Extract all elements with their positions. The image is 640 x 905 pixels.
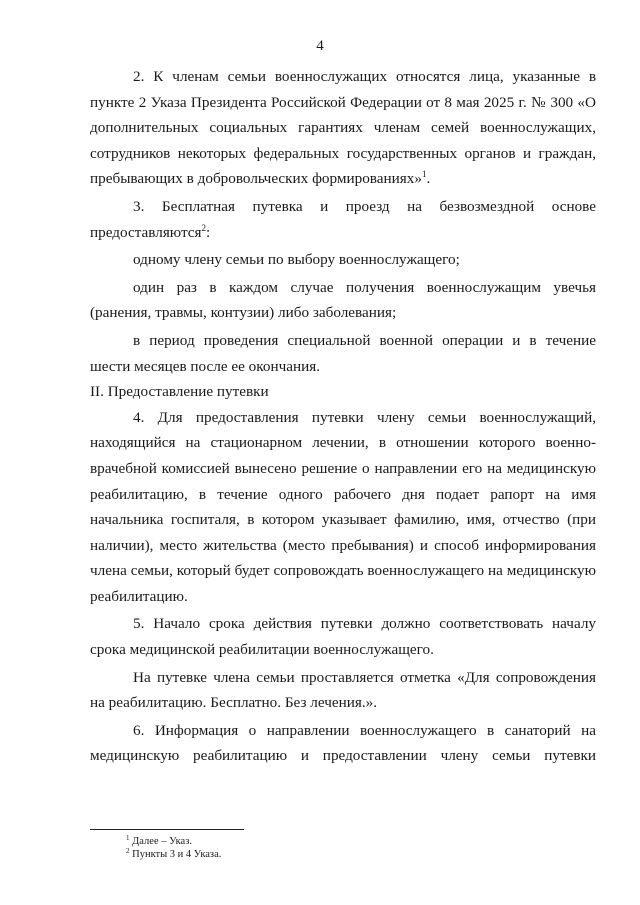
footnote-separator <box>90 829 244 830</box>
list-item: в период проведения специальной военной операции и в течение шести месяцев после ее окончания. <box>90 331 596 375</box>
list-item: одному члену семьи по выбору военнослужащего; <box>133 251 460 269</box>
paragraph-6: 6. Информация о направлении военнослужащего в санаторий на медицинскую реабилитацию и предоставлении члену семьи путевки <box>90 721 596 765</box>
footnotes <box>126 835 221 861</box>
list-item: один раз в каждом случае получения военнослужащим увечья (ранения, травмы, контузии) либо заболевания; <box>90 278 596 322</box>
page-number: 4 <box>316 38 324 54</box>
document-body <box>90 64 596 769</box>
section-heading: II. Предоставление путевки <box>90 383 269 401</box>
footnote-item: $^2$ Пункты 3 и 4 Указа. <box>126 847 222 860</box>
paragraph-3-text: 3. Бесплатная путевка и проезд на безвозмездной основе предоставляются <box>90 197 596 241</box>
paragraph-2: 2. К членам семьи военнослужащих относятся лица, указанные в пункте 2 Указа Президента Российской Федерации от 8 мая 2025 г. № 300 «О дополнительных социальных гарантиях членам семей военнослужащих, сотрудников некоторых федеральных государственных органов и граждан, пребывающих в добровольческих формированиях»$^1$. <box>90 68 596 188</box>
paragraph-4: 4. Для предоставления путевки члену семьи военнослужащий, находящийся на стационарном лечении, в отношении которого военно-врачебной комиссией вынесено решение о направлении его на медицинскую реабилитацию, в течение одного рабочего дня подает рапорт на имя начальника госпиталя, в котором указывает фамилию, имя, отчество (при наличии), место жительства (место пребывания) и способ информирования члена семьи, который будет сопровождать военнослужащего на медицинскую реабилитацию. <box>90 408 596 605</box>
paragraph-5-note: На путевке члена семьи проставляется отметка «Для сопровождения на реабилитацию. Бесплатно. Без лечения.». <box>90 668 596 712</box>
footnote-item: $^1$ Далее – Указ. <box>126 834 192 847</box>
footnote-ref-1: 1 <box>421 169 427 180</box>
paragraph-3: 3. Бесплатная путевка и проезд на безвозмездной основе предоставляются$^2$: <box>90 197 596 241</box>
paragraph-2-text: 2. К членам семьи военнослужащих относятся лица, указанные в пункте 2 Указа Президента Российской Федерации от 8 мая 2025 г. № 300 «О дополнительных социальных гарантиях членам семей военнослужащих, сотрудников некоторых федеральных государственных органов и граждан, пребывающих в добровольческих формированиях» <box>90 68 596 188</box>
footnote-ref-2: 2 <box>201 222 206 233</box>
paragraph-5: 5. Начало срока действия путевки должно соответствовать началу срока медицинской реабилитации военнослужащего. <box>90 615 596 659</box>
